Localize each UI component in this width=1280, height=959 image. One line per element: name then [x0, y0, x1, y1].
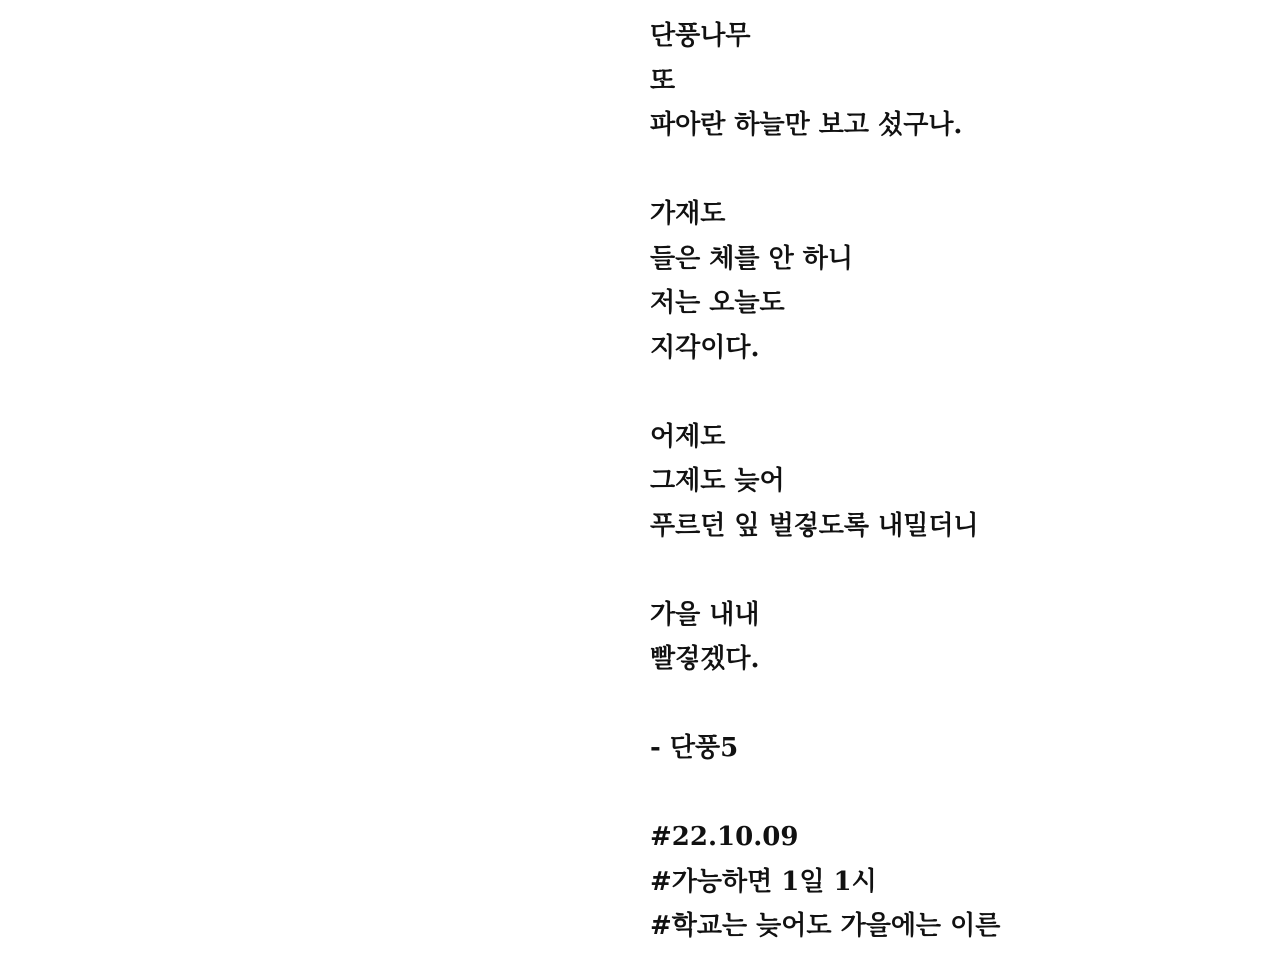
poem-line: 그제도 늦어 — [650, 466, 785, 496]
hashtag[interactable]: #가능하면 1일 1시 — [650, 866, 877, 897]
poem-line: 어제도 — [650, 421, 726, 452]
poem-line: 빨겋겠다. — [650, 644, 760, 674]
poem-container — [650, 14, 1250, 949]
poem-line: 가재도 — [650, 199, 726, 229]
stanza-break — [650, 148, 1250, 193]
poem-line: 저는 오늘도 — [650, 288, 785, 318]
poem-line: 지각이다. — [650, 332, 760, 363]
poem-line: 또 — [650, 65, 676, 96]
poem-line: 들은 체를 안 하니 — [650, 243, 853, 274]
hashtag[interactable]: #22.10.09 — [650, 822, 799, 852]
poem-attribution: - 단풍5 — [650, 733, 739, 763]
stanza-break — [650, 370, 1250, 415]
stanza-break — [650, 548, 1250, 593]
hashtag[interactable]: #학교는 늦어도 가을에는 이른 — [650, 911, 1001, 941]
poem-line: 가을 내내 — [650, 599, 760, 630]
poem-line: 푸르던 잎 벌겋도록 내밀더니 — [650, 510, 979, 541]
poem-line: 단풍나무 — [650, 21, 751, 51]
stanza-break — [650, 771, 1250, 816]
poem-line: 파아란 하늘만 보고 섰구나. — [650, 110, 963, 140]
stanza-break — [650, 682, 1250, 727]
